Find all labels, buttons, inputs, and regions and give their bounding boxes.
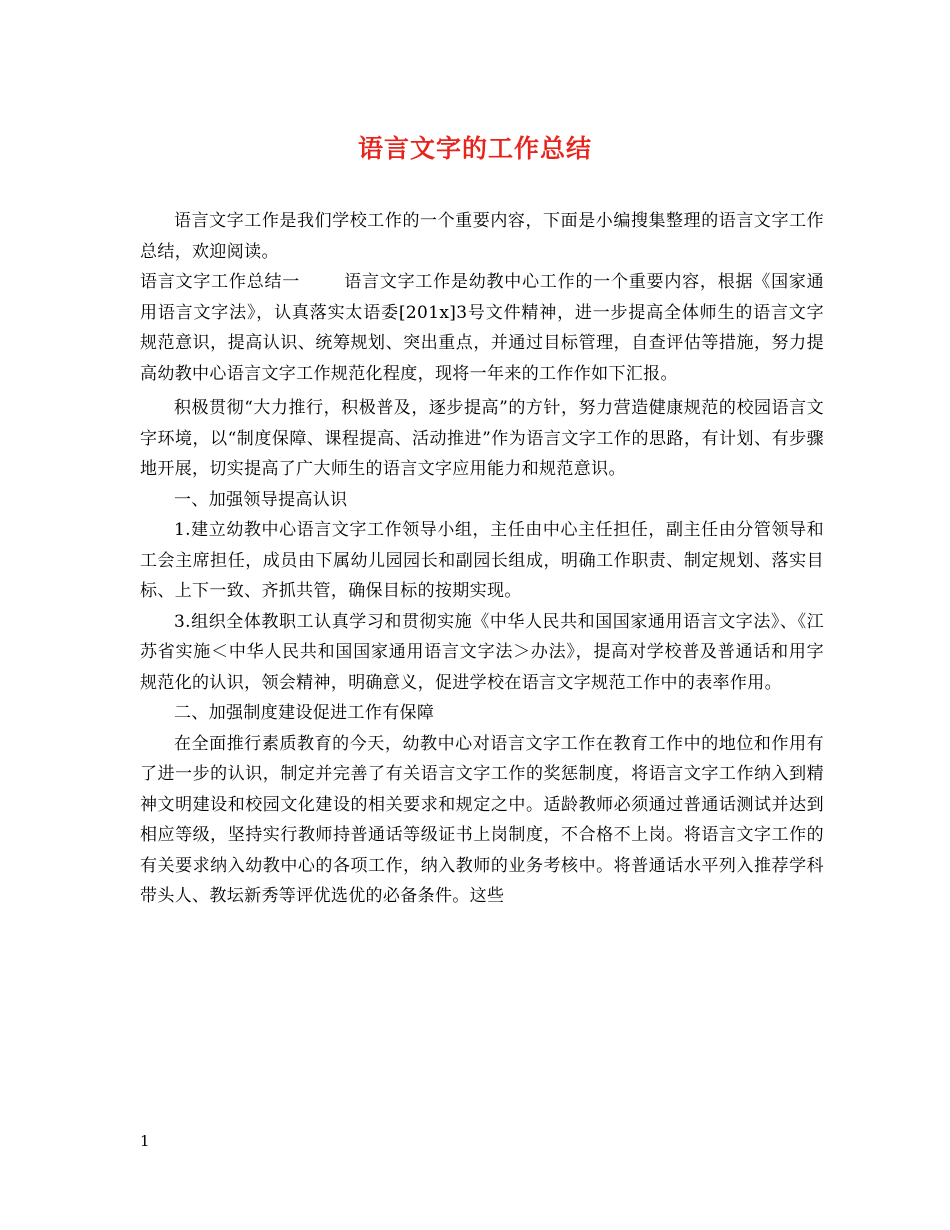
item-3-paragraph: 3.组织全体教职工认真学习和贯彻实施《中华人民共和国国家通用语言文字法》、《江苏省实施＜中华人民共和国国家通用语言文字法＞办法》，提高对学校普及普通话和用字规范化的认识，领会精神，明确意义，促进学校在语言文字规范工作中的表率作用。 (140, 611, 824, 693)
heading-leadership: 一、加强领导提高认识 (174, 489, 348, 510)
section-intro-text: 语言文字工作是幼教中心工作的一个重要内容，根据《国家通用语言文字法》，认真落实太语委[201x]3号文件精神，进一步提高全体师生的语言文字规范意识，提高认识、统筹规划、突出重点，并通过目标管理，自查评估等措施，努力提高幼教中心语言文字工作规范化程度，现将一年来的工作作如下汇报。 (140, 272, 824, 384)
document-body (140, 206, 824, 912)
intro-paragraph: 语言文字工作是我们学校工作的一个重要内容，下面是小编搜集整理的语言文字工作总结，欢迎阅读。 (140, 211, 824, 262)
document-title: 语言文字的工作总结 (357, 134, 592, 163)
item-1-paragraph: 1.建立幼教中心语言文字工作领导小组，主任由中心主任担任，副主任由分管领导和工会主席担任，成员由下属幼儿园园长和副园长组成，明确工作职责、制定规划、落实目标、上下一致、齐抓共管，确保目标的按期实现。 (140, 520, 824, 601)
section-paragraph (140, 267, 824, 389)
section-heading: 语言文字工作总结一 (140, 272, 301, 292)
policy-paragraph: 积极贯彻“大力推行，积极普及，逐步提高”的方针，努力营造健康规范的校园语言文字环境，以“制度保障、课程提高、活动推进”作为语言文字工作的思路，有计划、有步骤地开展，切实提高了广大师生的语言文字应用能力和规范意识。 (140, 398, 824, 479)
page-number: 1 (140, 1132, 150, 1150)
system-paragraph: 在全面推行素质教育的今天，幼教中心对语言文字工作在教育工作中的地位和作用有了进一步的认识，制定并完善了有关语言文字工作的奖惩制度，将语言文字工作纳入到精神文明建设和校园文化建设的相关要求和规定之中。适龄教师必须通过普通话测试并达到相应等级，坚持实行教师持普通话等级证书上岗制度，不合格不上岗。将语言文字工作的有关要求纳入幼教中心的各项工作，纳入教师的业务考核中。将普通话水平列入推荐学科带头人、教坛新秀等评优选优的必备条件。这些 (140, 733, 824, 906)
heading-system-building: 二、加强制度建设促进工作有保障 (174, 703, 435, 723)
